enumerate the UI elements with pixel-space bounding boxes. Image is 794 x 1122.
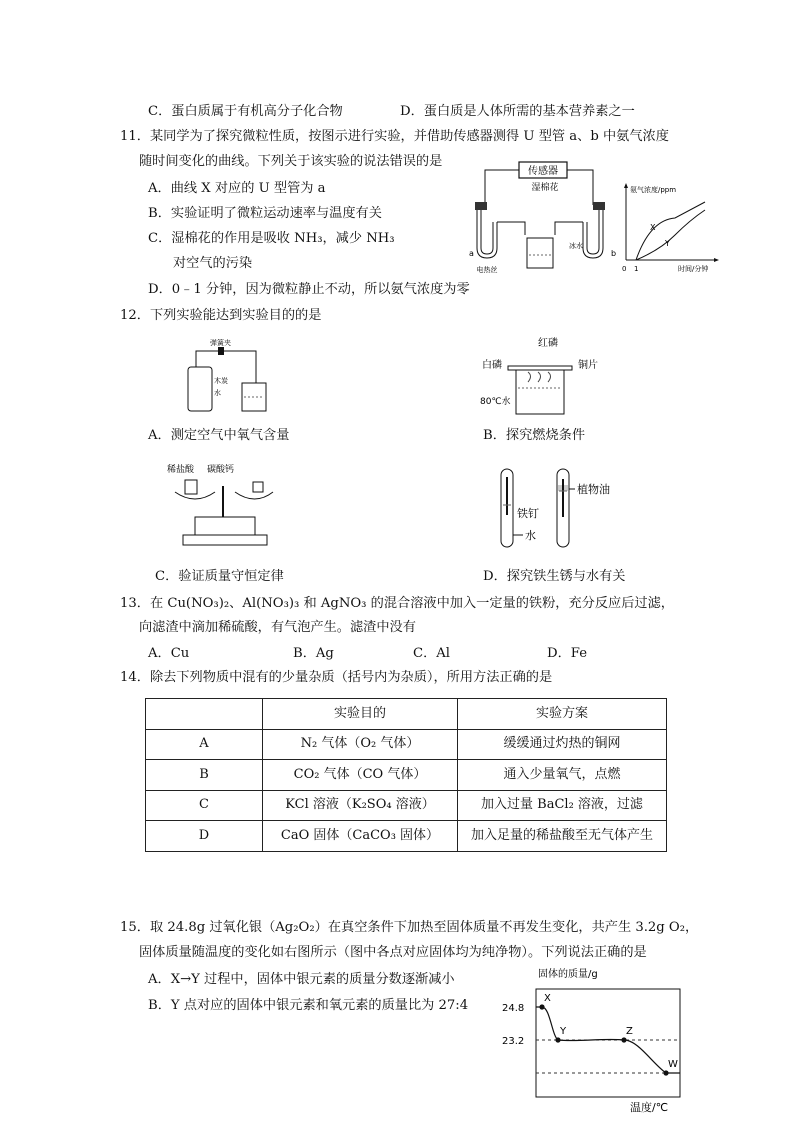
- q10-option-c: C．蛋白质属于有机高分子化合物: [148, 104, 343, 119]
- copper-plate-label: 铜片: [578, 360, 598, 371]
- table-cell: B: [146, 760, 263, 791]
- q15-option-b: B．Y 点对应的固体中银元素和氧元素的质量比为 27:4: [148, 998, 469, 1013]
- q13-option-b: B．Ag: [293, 646, 334, 661]
- ice-water-label: 冰水: [569, 242, 583, 250]
- q12-figure-b: [478, 332, 618, 417]
- chart-frame: [536, 989, 680, 1097]
- q13-option-c: C．Al: [413, 646, 451, 661]
- q11-concentration-graph: [620, 180, 720, 275]
- q15-option-a: A．X→Y 过程中，固体中银元素的质量分数逐渐减小: [148, 972, 455, 987]
- table-cell: A: [146, 729, 263, 760]
- chart-xlabel: 温度/℃: [630, 1101, 669, 1114]
- q11-apparatus-figure: [465, 160, 625, 275]
- sensor-label: 传感器: [528, 166, 558, 177]
- graph-t1: 1: [634, 265, 639, 273]
- q10-option-d: D．蛋白质是人体所需的基本营养素之一: [400, 104, 635, 119]
- water-label-a: 水: [214, 389, 221, 397]
- q14-stem: 14．除去下列物质中混有的少量杂质（括号内为杂质），所用方法正确的是: [120, 670, 553, 685]
- charcoal-label: 木炭: [214, 377, 228, 385]
- q15-stem-line2: 固体质量随温度的变化如右图所示（图中各点对应固体均为纯净物）。下列说法正确的是: [139, 945, 647, 960]
- graph-t0: 0: [622, 265, 627, 273]
- tube-a-label: a: [469, 249, 474, 258]
- q13-stem-line1: 13．在 Cu(NO₃)₂、Al(NO₃)₃ 和 AgNO₃ 的混合溶液中加入一定量的铁粉，充分反应后过滤，: [120, 596, 674, 611]
- table-row: [146, 760, 667, 791]
- q11-stem-line2: 随时间变化的曲线。下列关于该实验的说法错误的是: [139, 154, 443, 169]
- y-tick-label: 23.2: [502, 1036, 525, 1047]
- chart-ylabel: 固体的质量/g: [538, 969, 598, 980]
- q11-stem-line1: 11．某同学为了探究微粒性质，按图示进行实验，并借助传感器测得 U 型管 a、b 中氨气浓度: [120, 129, 669, 144]
- q11-option-c-line2: 对空气的污染: [173, 256, 253, 271]
- q13-stem-line2: 向滤渣中滴加稀硫酸，有气泡产生。滤渣中没有: [139, 620, 416, 635]
- data-point-z: [621, 1037, 626, 1042]
- table-header: 实验目的: [263, 699, 458, 730]
- table-cell: D: [146, 821, 263, 852]
- table-header: 实验方案: [458, 699, 667, 730]
- graph-xlabel: 时间/分钟: [678, 265, 709, 273]
- table-cell: N₂ 气体（O₂ 气体）: [263, 729, 458, 760]
- q12-option-d: D．探究铁生锈与水有关: [483, 569, 626, 584]
- q12-option-a: A．测定空气中氧气含量: [148, 428, 290, 443]
- q13-option-d: D．Fe: [547, 646, 587, 661]
- q11-option-a: A．曲线 X 对应的 U 型管为 a: [148, 181, 326, 196]
- cotton-label: 湿棉花: [531, 183, 559, 193]
- table-cell: KCl 溶液（K₂SO₄ 溶液）: [263, 790, 458, 821]
- heater-label: 电热丝: [476, 266, 498, 274]
- y-tick-label: 24.8: [502, 1003, 525, 1014]
- white-phosphorus-label: 白磷: [482, 360, 502, 371]
- table-cell: 加入足量的稀盐酸至无气体产生: [458, 821, 667, 852]
- acid-label: 稀盐酸: [167, 465, 195, 475]
- oil-label: 植物油: [577, 483, 610, 496]
- q15-mass-chart: [500, 965, 700, 1117]
- q12-option-c: C．验证质量守恒定律: [155, 569, 284, 584]
- curve-x: [636, 202, 705, 260]
- table-cell: C: [146, 790, 263, 821]
- q12-stem: 12．下列实验能达到实验目的的是: [120, 308, 322, 323]
- red-phosphorus-label: 红磷: [538, 338, 558, 349]
- curve-y-label: Y: [665, 239, 670, 248]
- table-cell: 缓缓通过灼热的铜网: [458, 729, 667, 760]
- q11-option-d: D．0﹣1 分钟，因为微粒静止不动，所以氨气浓度为零: [148, 282, 470, 297]
- water-label-d: 水: [525, 529, 536, 542]
- q11-option-c-line1: C．湿棉花的作用是吸收 NH₃，减少 NH₃: [148, 231, 395, 246]
- graph-ylabel: 氨气浓度/ppm: [630, 186, 677, 194]
- table-cell: 加入过量 BaCl₂ 溶液，过滤: [458, 790, 667, 821]
- carbonate-label: 碳酸钙: [207, 465, 235, 475]
- q15-stem-line1: 15．取 24.8g 过氧化银（Ag₂O₂）在真空条件下加热至固体质量不再发生变化，共产生 3.2g O₂，: [120, 920, 699, 935]
- tube-b-label: b: [611, 249, 617, 258]
- curve-y: [636, 210, 705, 260]
- q12-figure-c: [165, 462, 280, 552]
- point-label-z: Z: [626, 1026, 633, 1037]
- point-label-x: X: [544, 993, 551, 1004]
- curve-x-label: X: [650, 223, 656, 232]
- table-row: [146, 790, 667, 821]
- table-cell: 通入少量氧气，点燃: [458, 760, 667, 791]
- point-label-w: W: [668, 1059, 678, 1070]
- hot-water-label: 80℃水: [480, 397, 511, 407]
- q11-option-b: B．实验证明了微粒运动速率与温度有关: [148, 206, 382, 221]
- q12-option-b: B．探究燃烧条件: [483, 428, 586, 443]
- q13-option-a: A．Cu: [148, 646, 190, 661]
- data-point-y: [555, 1037, 560, 1042]
- data-point-w: [663, 1070, 668, 1075]
- table-cell: CO₂ 气体（CO 气体）: [263, 760, 458, 791]
- q12-figure-d: [495, 465, 635, 555]
- clamp-label: 弹簧夹: [210, 339, 231, 347]
- data-point-x: [539, 1004, 544, 1009]
- q12-figure-a: [180, 337, 270, 417]
- table-cell: CaO 固体（CaCO₃ 固体）: [263, 821, 458, 852]
- point-label-y: Y: [560, 1026, 567, 1037]
- nail-label: 铁钉: [517, 507, 539, 520]
- table-row: [146, 729, 667, 760]
- table-header-row: [146, 699, 667, 730]
- table-header: [146, 699, 263, 730]
- q14-table: [145, 698, 667, 852]
- table-row: [146, 821, 667, 852]
